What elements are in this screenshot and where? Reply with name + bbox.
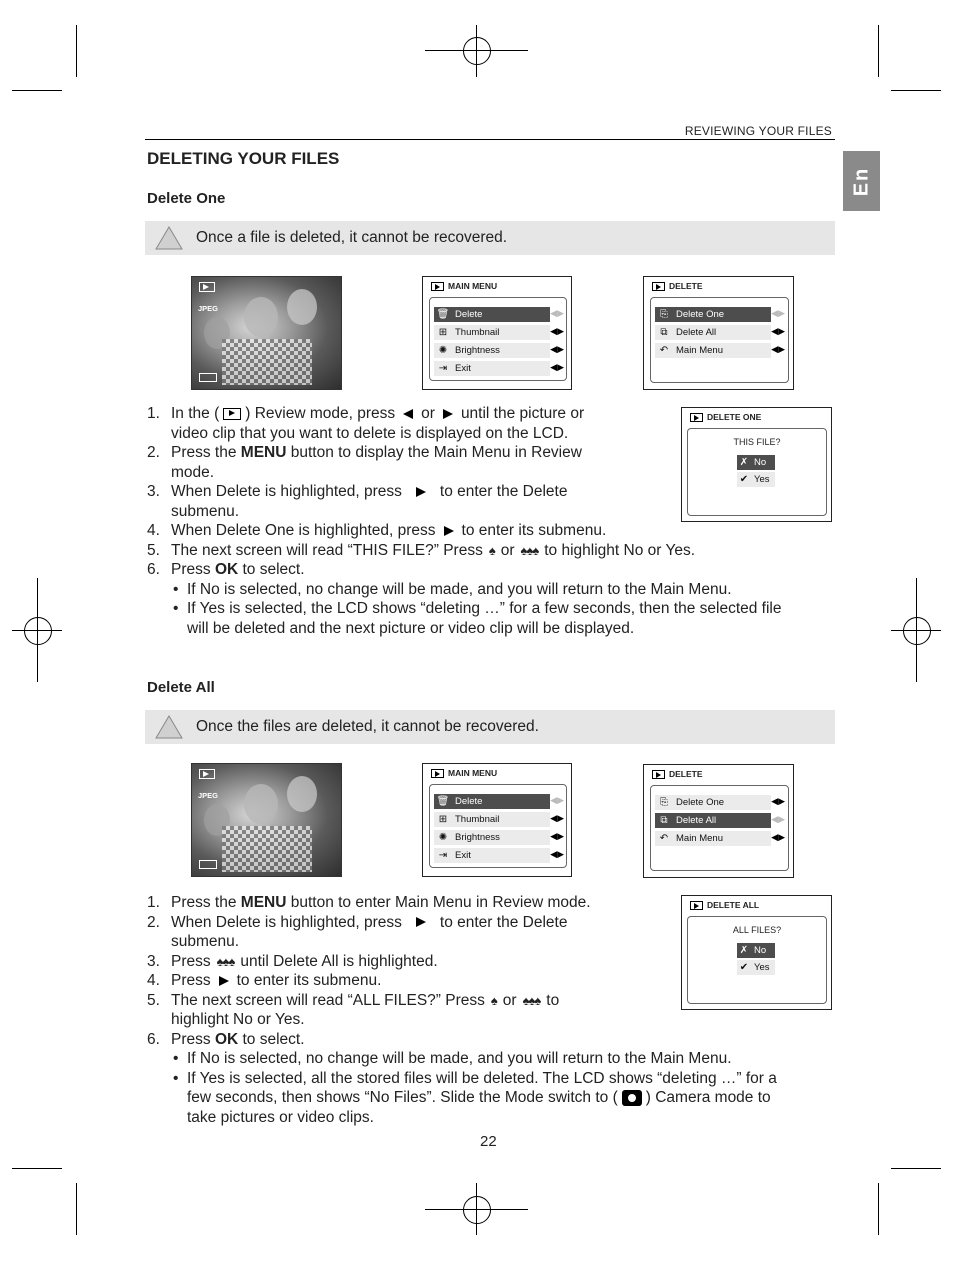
right-arrow-icon xyxy=(416,917,426,927)
crop-mark xyxy=(76,25,77,77)
play-mode-icon xyxy=(431,769,444,778)
trash-icon: 🗑 xyxy=(436,796,450,807)
lcd-photo-preview xyxy=(191,276,342,390)
delete-one-icon: ⎘ xyxy=(660,797,668,808)
check-icon: ✔ xyxy=(739,474,749,485)
section-header: REVIEWING YOUR FILES xyxy=(684,124,832,138)
lcd-delete-menu xyxy=(643,276,794,390)
exit-icon: ⇥ xyxy=(438,363,448,374)
menu-item-delete: 🗑 Delete ◀▶ xyxy=(434,794,550,809)
return-icon: ↶ xyxy=(659,833,669,844)
menu-item-thumbnail: ⊞ Thumbnail ◀▶ xyxy=(434,812,550,827)
step-5: 5. The next screen will read “ALL FILES?” Press ♠ or ♠♠♠ to highlight No or Yes. xyxy=(147,991,560,1029)
brightness-icon: ✺ xyxy=(438,832,448,843)
step-5: 5. The next screen will read “THIS FILE?” Press ♠ or ♠♠♠ to highlight No or Yes. xyxy=(147,541,696,559)
battery-icon xyxy=(199,373,217,382)
menu-item-delete-one: ⎘ Delete One ◀▶ xyxy=(655,307,771,322)
play-button-icon xyxy=(223,408,241,420)
play-mode-icon xyxy=(199,282,215,292)
step-1: 1. In the ( ) Review mode, press or until the picture or video clip that you want to delete is displayed on the LCD. xyxy=(147,405,585,442)
screen-title: DELETE ALL xyxy=(707,900,760,910)
screen-title: MAIN MENU xyxy=(448,768,498,778)
lcd-delete-menu xyxy=(643,764,794,878)
thumbnail-icon: ⊞ xyxy=(438,327,448,338)
warning-banner xyxy=(145,221,835,255)
right-arrow-icon xyxy=(443,409,453,419)
check-icon: ✔ xyxy=(739,962,749,973)
delete-all-icon: ⧉ xyxy=(660,815,668,826)
step-3: 3. Press ♠♠♠ until Delete All is highlighted. xyxy=(147,952,438,970)
play-mode-icon xyxy=(652,282,665,291)
file-type-label: JPEG xyxy=(198,304,219,313)
step-4: 4. Press to enter its submenu. xyxy=(147,972,382,990)
confirm-question: THIS FILE? xyxy=(733,437,781,447)
registration-mark xyxy=(463,1196,491,1224)
return-icon: ↶ xyxy=(659,345,669,356)
crop-mark xyxy=(891,1168,941,1169)
delete-one-heading: Delete One xyxy=(147,190,226,207)
option-no: ✗ No xyxy=(737,943,775,958)
bullet-no: • If No is selected, no change will be made, and you will return to the Main Menu. xyxy=(173,1050,732,1068)
screen-title: DELETE ONE xyxy=(707,412,762,422)
menu-item-brightness: ✺ Brightness ◀▶ xyxy=(434,343,550,358)
zoom-wide-icon: ♠♠♠ xyxy=(522,992,541,1008)
bullet-no: • If No is selected, no change will be made, and you will return to the Main Menu. xyxy=(173,580,732,598)
delete-one-icon: ⎘ xyxy=(660,309,668,320)
delete-all-steps xyxy=(147,893,827,1127)
lcd-main-menu xyxy=(422,276,572,390)
crop-mark xyxy=(878,1183,879,1235)
crop-mark xyxy=(891,90,941,91)
warning-icon xyxy=(155,715,183,739)
file-type-label: JPEG xyxy=(198,791,219,800)
warning-icon xyxy=(155,226,183,250)
right-arrow-icon xyxy=(444,526,454,536)
page-number: 22 xyxy=(480,1133,497,1150)
screen-title: DELETE xyxy=(669,281,703,291)
camera-icon xyxy=(622,1090,642,1106)
menu-item-delete-one: ⎘ Delete One ◀▶ xyxy=(655,795,771,810)
zoom-wide-icon: ♠♠♠ xyxy=(520,542,539,558)
crop-mark xyxy=(878,25,879,77)
menu-item-delete: 🗑 Delete ◀▶ xyxy=(434,307,550,322)
warning-text: Once the files are deleted, it cannot be recovered. xyxy=(196,718,539,735)
bullet-yes: • If Yes is selected, the LCD shows “deleting …” for a few seconds, then the selected file will be deleted and the next picture or video clip will be displayed. xyxy=(173,600,782,637)
thumbnail-icon: ⊞ xyxy=(438,814,448,825)
left-arrow-icon xyxy=(403,409,413,419)
step-6: 6. Press OK to select. xyxy=(147,1030,305,1048)
menu-item-exit: ⇥ Exit ◀▶ xyxy=(434,848,550,863)
page-title: DELETING YOUR FILES xyxy=(147,149,340,168)
language-tab: En xyxy=(843,151,880,211)
option-yes: ✔ Yes xyxy=(737,472,775,487)
zoom-tele-icon: ♠ xyxy=(488,542,495,558)
delete-all-icon: ⧉ xyxy=(660,327,668,338)
play-mode-icon xyxy=(431,282,444,291)
crop-mark xyxy=(12,1168,62,1169)
step-2: 2. Press the MENU button to display the Main Menu in Review mode. xyxy=(147,444,582,481)
screen-title: MAIN MENU xyxy=(448,281,498,291)
registration-mark xyxy=(463,37,491,65)
step-4: 4. When Delete One is highlighted, press to enter its submenu. xyxy=(147,522,607,539)
option-no: ✗ No xyxy=(737,455,775,470)
bullet-yes: • If Yes is selected, all the stored files will be deleted. The LCD shows “deleting …” for a few seconds, then shows “No Files”. Slide the Mode switch to ( ) Camera mode to take pictures or video clips. xyxy=(173,1069,777,1126)
step-3: 3. When Delete is highlighted, press to enter the Delete submenu. xyxy=(147,483,568,520)
right-arrow-icon xyxy=(219,976,229,986)
menu-item-exit: ⇥ Exit ◀▶ xyxy=(434,361,550,376)
battery-icon xyxy=(199,860,217,869)
right-arrow-icon xyxy=(416,487,426,497)
header-rule xyxy=(145,139,835,140)
delete-all-heading: Delete All xyxy=(147,679,215,696)
menu-item-main-menu: ↶ Main Menu ◀▶ xyxy=(655,831,771,846)
crop-mark xyxy=(916,578,917,682)
zoom-tele-icon: ♠ xyxy=(490,992,497,1008)
menu-item-thumbnail: ⊞ Thumbnail ◀▶ xyxy=(434,325,550,340)
option-yes: ✔ Yes xyxy=(737,960,775,975)
registration-mark xyxy=(903,617,931,645)
menu-item-delete-all: ⧉ Delete All ◀▶ xyxy=(655,325,771,340)
crop-mark xyxy=(12,90,62,91)
delete-one-steps xyxy=(147,404,827,638)
crop-mark xyxy=(37,578,38,682)
crop-mark xyxy=(476,25,477,77)
zoom-wide-icon: ♠♠♠ xyxy=(216,953,235,969)
play-mode-icon xyxy=(199,769,215,779)
exit-icon: ⇥ xyxy=(438,850,448,861)
lcd-main-menu xyxy=(422,763,572,877)
screen-title: DELETE xyxy=(669,769,703,779)
crop-mark xyxy=(476,1183,477,1235)
warning-text: Once a file is deleted, it cannot be recovered. xyxy=(196,229,508,246)
brightness-icon: ✺ xyxy=(438,345,448,356)
lcd-photo-preview xyxy=(191,763,342,877)
step-6: 6. Press OK to select. xyxy=(147,561,305,579)
cross-icon: ✗ xyxy=(739,457,749,468)
crop-mark xyxy=(76,1183,77,1235)
trash-icon: 🗑 xyxy=(436,309,450,320)
menu-item-delete-all: ⧉ Delete All ◀▶ xyxy=(655,813,771,828)
menu-item-brightness: ✺ Brightness ◀▶ xyxy=(434,830,550,845)
registration-mark xyxy=(24,617,52,645)
cross-icon: ✗ xyxy=(739,945,749,956)
warning-banner xyxy=(145,710,835,744)
confirm-question: ALL FILES? xyxy=(732,925,782,935)
play-mode-icon xyxy=(652,770,665,779)
step-2: 2. When Delete is highlighted, press to enter the Delete submenu. xyxy=(147,913,568,950)
step-1: 1. Press the MENU button to enter Main Menu in Review mode. xyxy=(147,894,591,911)
menu-item-main-menu: ↶ Main Menu ◀▶ xyxy=(655,343,771,358)
